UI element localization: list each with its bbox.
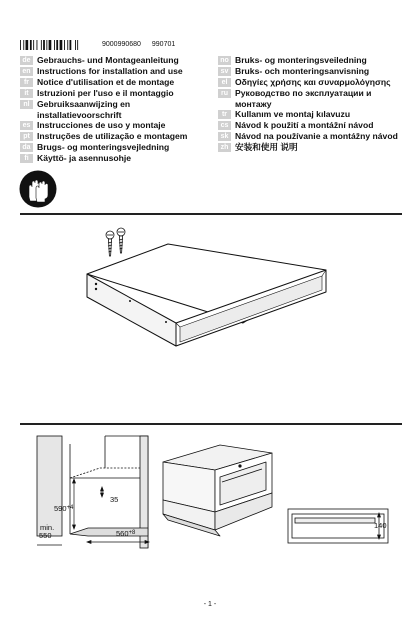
screw-icon (106, 231, 114, 256)
language-list-right (218, 55, 408, 153)
language-title: 安装和使用 说明 (235, 142, 298, 153)
page-number: - 1 - (203, 601, 217, 608)
language-code: nl (20, 100, 33, 109)
language-item-es (20, 120, 215, 131)
language-code: sv (218, 67, 231, 76)
language-code: el (218, 78, 231, 87)
language-item-tr (218, 109, 408, 120)
language-title: Gebrauchs- und Montageanleitung (37, 55, 179, 65)
installation-dimensions-diagram (30, 430, 405, 558)
warming-drawer-illustration (80, 222, 340, 372)
language-title: Bruks- och monteringsanvisning (235, 66, 370, 76)
language-item-sv (218, 66, 408, 77)
language-item-no (218, 55, 408, 66)
language-item-pt (20, 131, 215, 142)
language-item-nl (20, 99, 215, 120)
language-title: Notice d'utilisation et de montage (37, 77, 175, 87)
language-code: no (218, 56, 231, 65)
language-code: sk (218, 132, 231, 141)
language-title: Instruções de utilização e montagem (37, 131, 188, 142)
language-title: Bruks- og monteringsveiledning (235, 55, 367, 65)
divider-bottom (20, 423, 402, 425)
language-code: fr (20, 78, 33, 87)
language-code: ru (218, 89, 231, 98)
language-title: Instrucciones de uso y montaje (37, 120, 166, 131)
language-item-sk (218, 131, 408, 142)
gloves-icon (19, 170, 57, 208)
document-number (102, 40, 184, 50)
language-code: de (20, 56, 33, 65)
language-item-en (20, 66, 215, 77)
language-code: en (20, 67, 33, 76)
language-code: fi (20, 154, 33, 163)
language-item-fr (20, 77, 215, 88)
language-item-de (20, 55, 215, 66)
dimension-gap: 35 (110, 495, 119, 504)
barcode-icon (20, 40, 98, 50)
language-title: Руководство по эксплуатации и монтажу (235, 88, 372, 109)
dimension-drawer-height: 140 (374, 521, 387, 530)
document-number-primary: 9000990680 (102, 41, 141, 48)
language-item-fi (20, 153, 215, 164)
language-item-it (20, 88, 215, 99)
dimension-width: $560^{+8}$ (116, 529, 136, 538)
language-code: zh (218, 143, 231, 152)
language-item-da (20, 142, 215, 153)
language-title: Kullanım ve montaj kılavuzu (235, 109, 351, 120)
language-title: Käyttö- ja asennusohje (37, 153, 132, 164)
language-item-el (218, 77, 408, 88)
language-code: tr (218, 110, 231, 119)
screw-icon (117, 228, 125, 253)
language-title: Instructions for installation and use (37, 66, 183, 76)
language-code: pt (20, 132, 33, 141)
language-title: Brugs- og monteringsvejledning (37, 142, 170, 153)
language-code: cs (218, 121, 231, 130)
divider-top (20, 213, 402, 215)
language-item-cs (218, 120, 408, 131)
dimension-height: $590^{+4}$ (54, 504, 74, 513)
language-title: Návod na používanie a montážny návod (235, 131, 398, 142)
language-title: Οδηγίες χρήσης και συναρμολόγησης (235, 77, 391, 87)
language-title: Návod k použití a montážní návod (235, 120, 374, 131)
language-list-left (20, 55, 215, 164)
language-item-zh (218, 142, 408, 153)
language-title: Gebruiksaanwijzing en installatievoorschrift (37, 99, 131, 120)
language-item-ru (218, 88, 408, 109)
language-code: it (20, 89, 33, 98)
dimension-min-label: min. (40, 523, 55, 532)
language-code: es (20, 121, 33, 130)
language-code: da (20, 143, 33, 152)
document-number-secondary: 990701 (151, 41, 176, 48)
language-title: Istruzioni per l'uso e il montaggio (37, 88, 174, 98)
dimension-min-value: 550 (39, 531, 52, 540)
